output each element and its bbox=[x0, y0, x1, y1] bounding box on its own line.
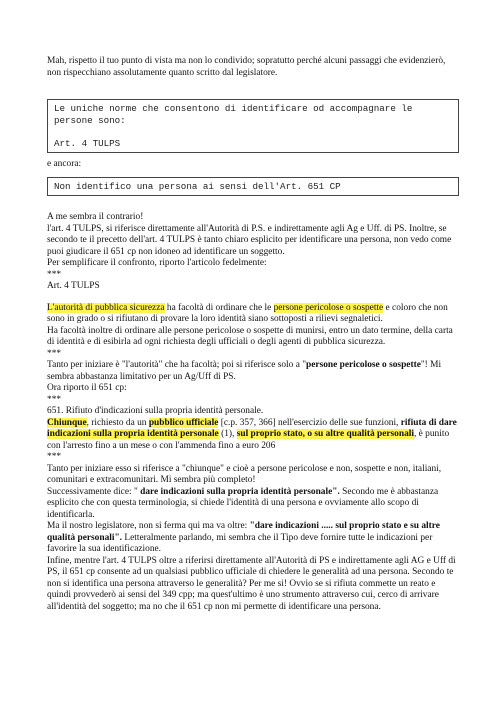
art651-title: 651. Rifiuto d'indicazioni sulla propria identità personale. bbox=[47, 406, 264, 416]
art4-heading: Art. 4 TULPS bbox=[47, 281, 100, 291]
comment-1-paragraph: Tanto per iniziare è "l'autorità" che ha facoltà; poi si riferisce solo a "persone pericolose o sospette"! Mi sembra abbastanza limitativo per un Ag/Uff di PS. bbox=[47, 360, 442, 382]
quote-1-line-2: Art. 4 TULPS bbox=[54, 137, 121, 149]
art4-stars: *** bbox=[47, 348, 62, 359]
art4-paragraph-1: L'autorità di pubblica sicurezza ha facoltà di ordinare che le persone pericolose o sospette e coloro che non sono in grado o si rifiutano di provare la loro identità siano sottoposti a rilievi segnaletici. bbox=[47, 302, 448, 324]
reply-line-2: l'art. 4 TULPS, si riferisce direttamente all'Autorità di P.S. e indirettamente agli Ag e Uff. di PS. Inoltre, se secondo te il precetto dell'art. 4 TULPS è tanto chiaro esplicito per identificare una persona, non vedo come puoi giudicare il 651 cp non idoneo ad identificare un soggetto. bbox=[47, 223, 452, 257]
reply-line-1: A me sembra il contrario! bbox=[47, 212, 144, 222]
comment-2-paragraph-2: Successivamente dice: " dare indicazioni sulla propria identità personale". Secondo me è abbastanza esplicito che con questa terminologia, si chiede l'identità di una persona e ovviamente allo scopo di identificarla. bbox=[47, 486, 439, 520]
highlight-authority: L'autorità di pubblica sicurezza bbox=[47, 302, 165, 313]
intro-paragraph: Mah, rispetto il tuo punto di vista ma non lo condivido; sopratutto perché alcuni passaggi che evidenzierò, non rispecchiano assolutamente quanto scritto dal legislatore. bbox=[47, 56, 446, 78]
highlight-personal-qualities: sul proprio stato, o su altre qualità personali bbox=[236, 429, 414, 439]
comment-1-stars: *** bbox=[47, 394, 62, 405]
comment-1-line-2: Ora riporto il 651 cp: bbox=[47, 383, 127, 393]
highlight-public-official: pubblico ufficiale bbox=[148, 417, 219, 428]
comment-2-paragraph-3: Ma il nostro legislatore, non si ferma qui ma va oltre: "dare indicazioni ..... sul proprio stato e su altre qualità personali". Letteralmente parlando, mi sembra che il Tipo deve fornire tutte le indicazioni per favorire la sua identificazione. bbox=[47, 521, 440, 554]
quote-box-1 bbox=[47, 99, 459, 153]
highlight-identity-indications: indicazioni sulla propria identità personale bbox=[47, 429, 219, 439]
highlight-dangerous-persons: persone pericolose o sospette bbox=[273, 302, 384, 313]
comment-2-paragraph-4: Infine, mentre l'art. 4 TULPS oltre a riferirsi direttamente all'Autorità di PS e indirettamente agli AG e Uff di PS, il 651 cp consente ad un qualsiasi pubblico ufficiale di chiedere le generalità ad una persona. Secondo te non si identifica una persona attraverso le generalità? Per me si! Ovvio se si rifiuta commette un reato e quindi provvederò ai sensi del 349 cpp; ma quest'ultimo è uno strumento attraverso cui, cerco di arrivare all'identità del soggetto; ma no che il 651 cp non mi permette di identificare una persona. bbox=[47, 555, 456, 612]
post-body bbox=[47, 56, 459, 613]
quote-2-text: Non identifico una persona ai sensi dell'Art. 651 CP bbox=[54, 180, 341, 192]
art4-paragraph-2: Ha facoltà inoltre di ordinare alle persone pericolose o sospette di munirsi, entro un dato termine, della carta di identità e di esibirla ad ogni richiesta degli ufficiali o degli agenti di pubblica sicurezza. bbox=[47, 325, 453, 347]
quote-1-line-1: Le uniche norme che consentono di identificare od accompagnare le persone sono: bbox=[54, 103, 418, 126]
reply-line-3: Per semplificare il confronto, riporto l'articolo fedelmente: bbox=[47, 258, 267, 268]
reply-stars: *** bbox=[47, 269, 62, 280]
comment-2-paragraph-1: Tanto per iniziare esso si riferisce a "chiunque" e cioè a persone pericolose e non, sospette e non, italiani, comunitari e extracomunitari. Mi sembra più completo! bbox=[47, 463, 442, 485]
highlight-chiunque: Chiunque bbox=[47, 417, 87, 428]
quote-box-2 bbox=[47, 177, 459, 197]
and-again-text: e ancora: bbox=[47, 159, 82, 169]
art651-paragraph: Chiunque, richiesto da un pubblico ufficiale [c.p. 357, 366] nell'esercizio delle sue funzioni, rifiuta di dare indicazioni sulla propria identità personale (1), sul proprio stato, o su altre qualità personali, è punito con l'arresto fino a un mese o con l'ammenda fino a euro 206 bbox=[47, 417, 457, 451]
art651-stars: *** bbox=[47, 452, 62, 462]
